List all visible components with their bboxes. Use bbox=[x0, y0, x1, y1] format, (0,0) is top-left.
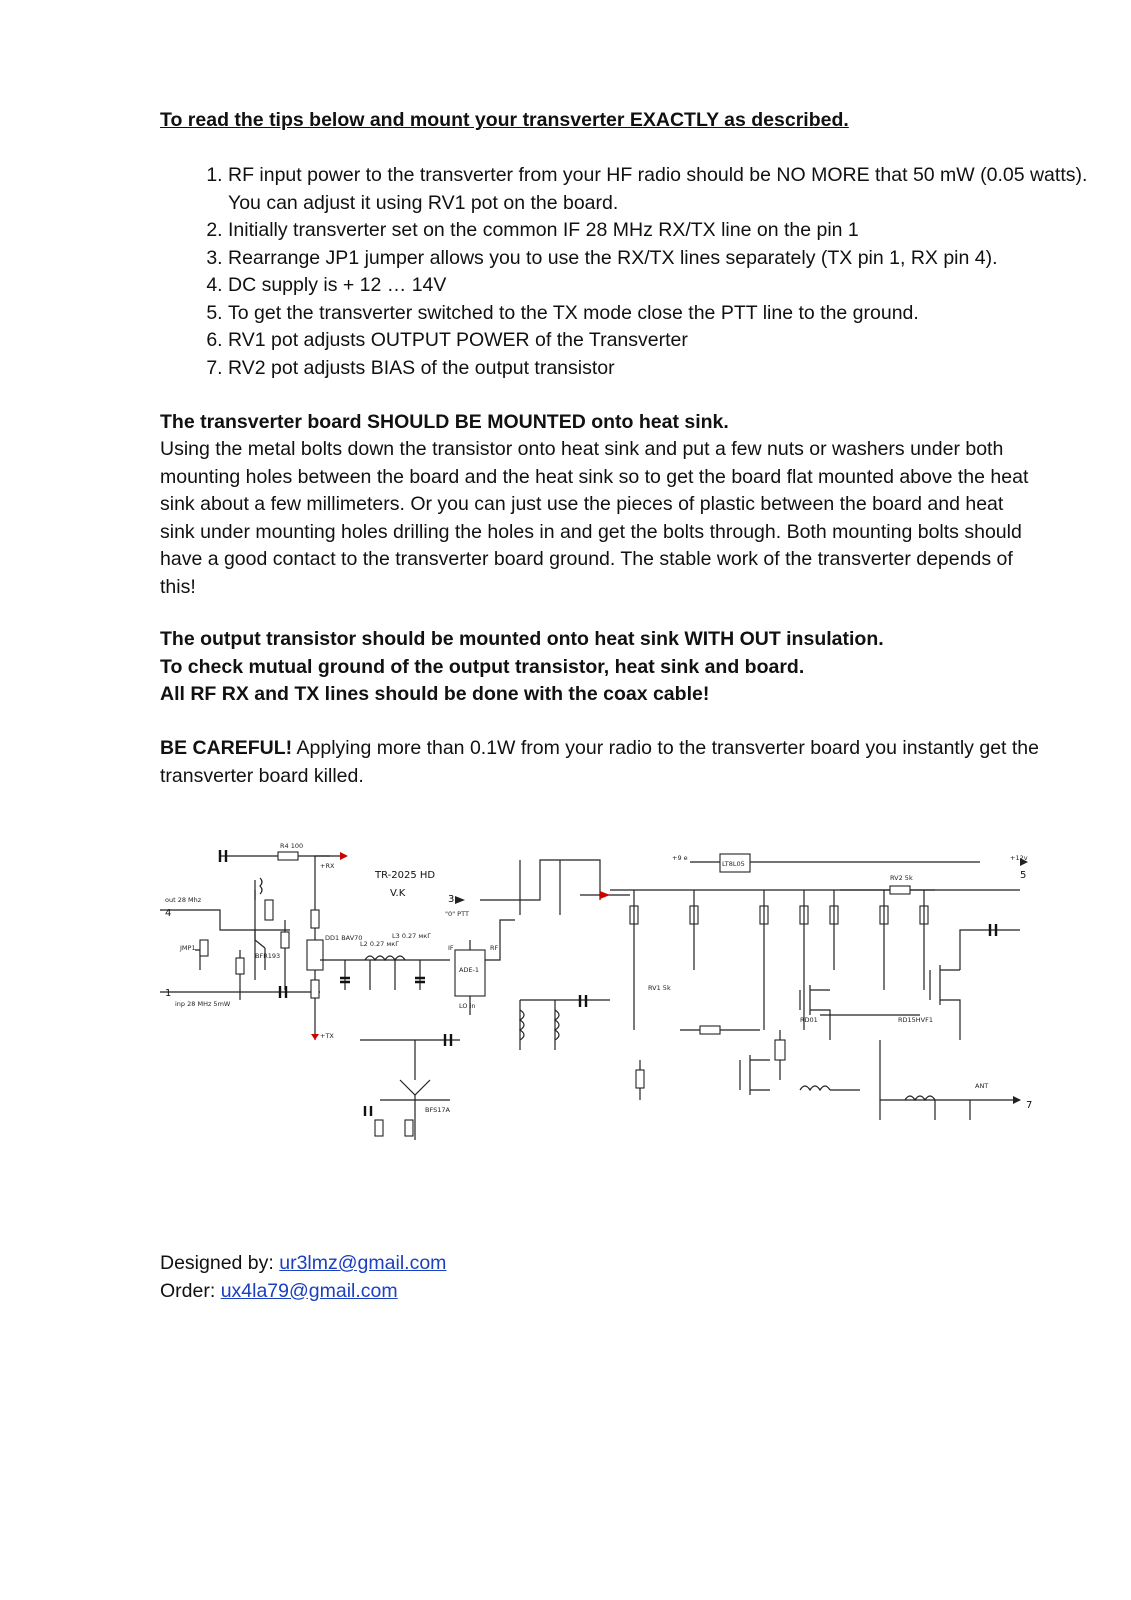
label-l3: L3 0.27 мкГ bbox=[392, 932, 432, 940]
order-label: Order: bbox=[160, 1279, 221, 1302]
tip-item: 7. RV2 pot adjusts BIAS of the output transistor bbox=[228, 355, 1108, 383]
designed-by-line bbox=[160, 1250, 1040, 1278]
schematic-author: V.K bbox=[390, 888, 406, 899]
label-q1: BFR193 bbox=[255, 952, 281, 960]
label-q9: RD15HVF1 bbox=[898, 1016, 934, 1024]
tip-item: 2. Initially transverter set on the common IF 28 MHz RX/TX line on the pin 1 bbox=[228, 217, 1108, 245]
label-inp28: inp 28 MHz 5mW bbox=[175, 1000, 231, 1008]
label-lo: LO in bbox=[459, 1002, 476, 1010]
circuit-schematic bbox=[160, 840, 1040, 1180]
label-ptt: "0" PTT bbox=[445, 910, 469, 918]
schematic-title: TR-2025 HD bbox=[375, 870, 436, 881]
label-rf: RF bbox=[490, 944, 499, 952]
label-if: IF bbox=[448, 944, 454, 952]
instructions-heading: To read the tips below and mount your transverter EXACTLY as described. bbox=[160, 109, 849, 131]
label-jmp1: JMP1 bbox=[180, 944, 196, 952]
label-vr1: LT8L05 bbox=[722, 860, 745, 868]
designed-by-label: Designed by: bbox=[160, 1252, 280, 1274]
label-q2: BFS17A bbox=[425, 1106, 450, 1114]
careful-paragraph bbox=[160, 735, 1040, 790]
label-r4: R4 100 bbox=[280, 842, 304, 850]
tips-list bbox=[160, 162, 1108, 382]
tip-item: 1. RF input power to the transverter from your HF radio should be NO MORE that 50 mW (0.05 watts). You can adjust it using RV1 pot on the board. bbox=[228, 162, 1108, 217]
label-pin5: 5 bbox=[1020, 870, 1027, 881]
label-tx: +TX bbox=[320, 1032, 334, 1040]
label-q8: RD01 bbox=[800, 1016, 818, 1024]
tip-item: 4. DC supply is + 12 … 14V bbox=[228, 272, 1108, 300]
contact-footer bbox=[160, 1250, 1040, 1305]
label-rv1: RV1 5k bbox=[648, 984, 671, 992]
warning-line: To check mutual ground of the output transistor, heat sink and board. bbox=[160, 655, 805, 678]
label-pin3: 3 bbox=[448, 894, 455, 905]
tip-item: 3. Rearrange JP1 jumper allows you to use the RX/TX lines separately (TX pin 1, RX pin 4). bbox=[228, 245, 1108, 273]
label-dd1: DD1 BAV70 bbox=[325, 934, 363, 942]
order-line bbox=[160, 1278, 1040, 1306]
order-email-link[interactable]: ux4la79@gmail.com bbox=[220, 1279, 398, 1302]
label-nine-e: +9 e bbox=[672, 854, 688, 862]
designer-email-link[interactable]: ur3lmz@gmail.com bbox=[279, 1252, 447, 1274]
label-l2: L2 0.27 мкГ bbox=[360, 940, 400, 948]
label-pin7: 7 bbox=[1026, 1100, 1033, 1111]
label-ant: ANT bbox=[975, 1082, 989, 1090]
label-mixer: ADE-1 bbox=[459, 966, 480, 974]
label-supply: +12v bbox=[1010, 854, 1028, 862]
warning-line: The output transistor should be mounted onto heat sink WITH OUT insulation. bbox=[160, 628, 884, 650]
label-pin4: 4 bbox=[165, 908, 172, 919]
warning-lines bbox=[160, 626, 1040, 709]
careful-lead: BE CAREFUL! bbox=[160, 737, 293, 759]
label-rv2: RV2 5k bbox=[890, 874, 913, 882]
warning-line: All RF RX and TX lines should be done with the coax cable! bbox=[160, 683, 710, 705]
mounting-title: The transverter board SHOULD BE MOUNTED onto heat sink. bbox=[160, 411, 729, 433]
careful-text: Applying more than 0.1W from your radio to the transverter board you instantly get the transverter board killed. bbox=[160, 737, 1039, 787]
tip-item: 6. RV1 pot adjusts OUTPUT POWER of the Transverter bbox=[228, 327, 1108, 355]
label-pin1: 1 bbox=[165, 988, 172, 999]
tip-item: 5. To get the transverter switched to the TX mode close the PTT line to the ground. bbox=[228, 300, 1108, 328]
label-out28: out 28 Mhz bbox=[165, 896, 202, 904]
label-rx: +RX bbox=[320, 862, 335, 870]
mounting-body: Using the metal bolts down the transistor onto heat sink and put a few nuts or washers under both mounting holes between the board and the heat sink so to get the board flat mounted above the heat sink about a few millimeters. Or you can just use the pieces of plastic between the board and heat sink under mounting holes drilling the holes in and get the bolts through. Both mounting bolts should have a good contact to the transverter board ground. The stable work of the transverter depends of this! bbox=[160, 438, 1029, 598]
